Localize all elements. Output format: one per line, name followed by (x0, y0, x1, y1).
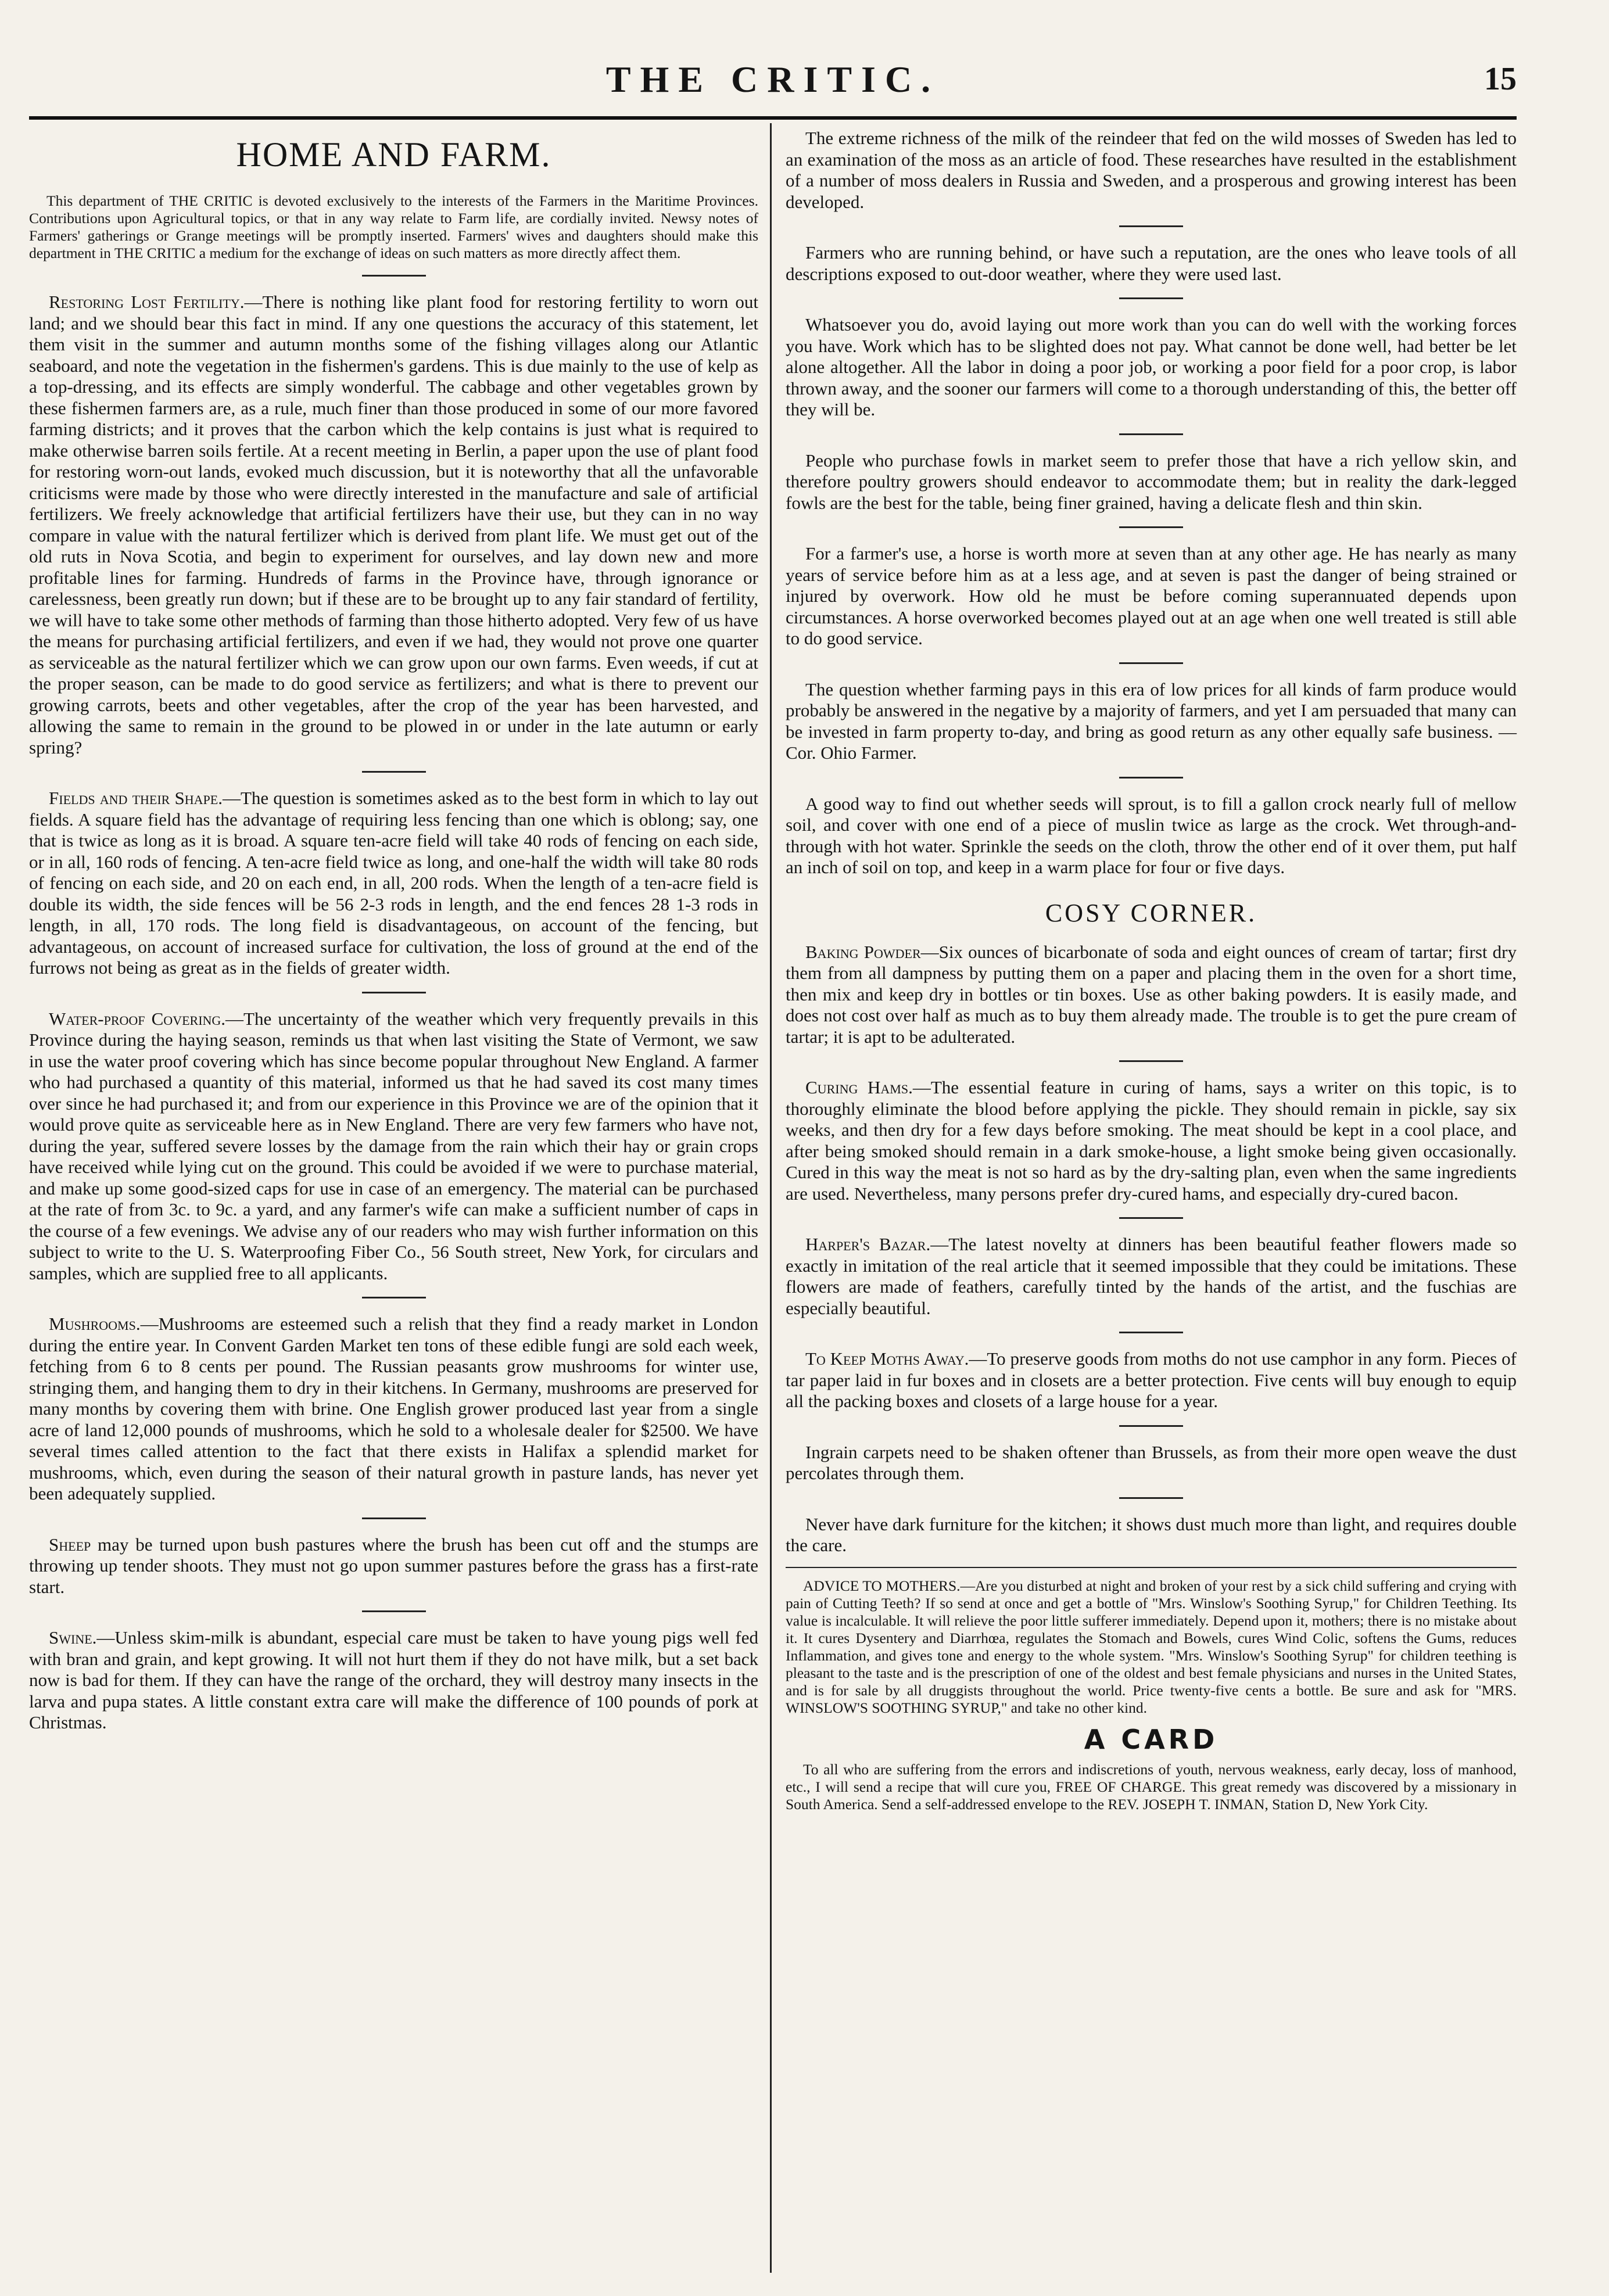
article (786, 1077, 1517, 1204)
article-body: —Mushrooms are esteemed such a relish that they find a ready market in London during the entire year. In Convent Garden Market ten tons of these edible fungi are sold each week, fetching from 6 to 8 cents per pound. The Russian peasants grow mushrooms for winter use, stringing them, and hanging them to dry in their kitchens. In Germany, mushrooms are preserved for many months by covering them with brine. One English grower produced last year from a single acre of land 12,000 pounds of mushrooms, which he sold to a wholesale dealer for $2500. We have several times called attention to the fact that there exists in Halifax a splendid market for mushrooms, which, even during the season of their natural growth in pasture lands, has never yet been adequately supplied. (29, 1314, 758, 1504)
advice-to-mothers-ad: ADVICE TO MOTHERS.—Are you disturbed at night and broken of your rest by a sick child suffering and crying with pain of Cutting Teeth? If so send at once and get a bottle of "Mrs. Winslow's Soothing Syrup," for Children Teething. Its value is incalculable. It will relieve the poor little sufferer immediately. Depend upon it, mothers; there is no mistake about it. It cures Dysentery and Diarrhœa, regulates the Stomach and Bowels, cures Wind Colic, softens the Gums, reduces Inflammation, and gives tone and energy to the whole system. "Mrs. Winslow's Soothing Syrup" for children teething is pleasant to the taste and is the prescription of one of the oldest and best female physicians and nurses in the United States, and is for sale by all druggists throughout the world. Price twenty-five cents a bottle. Be sure and ask for "MRS. WINSLOW'S SOOTHING SYRUP," and take no other kind. (786, 1577, 1517, 1716)
article-heading: Restoring Lost Fertility. (49, 292, 245, 312)
article-heading: Baking Powder (805, 941, 921, 962)
article: The extreme richness of the milk of the reindeer that fed on the wild mosses of Sweden has led to an examination of the moss as an article of food. These researches have resulted in the establishment of a number of moss dealers in Russia and Sweden, and a prosperous and growing interest has been developed. (786, 128, 1517, 212)
divider (1119, 1217, 1183, 1219)
article: Ingrain carpets need to be shaken oftener than Brussels, as from their more open weave the dust percolates through them. (786, 1441, 1517, 1483)
right-column (786, 128, 1517, 1813)
article-body: may be turned upon bush pastures where the brush has been cut off and the stumps are throwing up tender shoots. They must not go upon summer pastures before the grass has a first-rate start. (29, 1534, 758, 1597)
article (29, 788, 758, 979)
article-body: —The question is sometimes asked as to the best form in which to lay out fields. A square field has the advantage of requiring less fencing than one which is oblong; say, one that is twice as long as it is broad. A square ten-acre field will take 40 rods of fencing on each side, or in all, 160 rods of fencing. A ten-acre field twice as long, and one-half the width will take 80 rods of fencing on each side, and 20 on each end, in all, 200 rods. When the length of a ten-acre field is double its width, the side fences will be 56 2-3 rods in length, and the end fences 28 1-3 rods in length, in all, 170 rods. The long field is disadvantageous, on account of the fencing, but advantageous, on account of increased surface for cultivation, the loss of ground at the end of the furrows not being as great as in the fields of greater width. (29, 788, 759, 978)
article: The question whether farming pays in this era of low prices for all kinds of farm produce would probably be answered in the negative by a majority of farmers, and yet I am persuaded that many can be invested in farm property to-day, and bring as good return as any other equally safe business. —Cor. Ohio Farmer. (786, 679, 1517, 763)
article-heading: Water-proof Covering. (49, 1008, 226, 1029)
header-rule (29, 116, 1517, 120)
divider (362, 1610, 426, 1612)
article-body: —Unless skim-milk is abundant, especial care must be taken to have young pigs well fed with bran and grain, and kept growing. It will not hurt them if they do not have milk, but a set back now is bad for them. If they can have the range of the orchard, they will destroy many insects in the larva and pupa states. A little constant extra care will make the difference of 100 pounds of pork at Christmas. (29, 1627, 758, 1732)
section-title-home-and-farm: HOME AND FARM. (236, 135, 551, 174)
article (29, 292, 758, 758)
article-body: —To preserve goods from moths do not use camphor in any form. Pieces of tar paper laid in fur boxes and in closets are a better protection. Five cents will buy enough to equip all the packing boxes and closets of a large house for a year. (786, 1348, 1517, 1411)
article-body: —There is nothing like plant food for restoring fertility to worn out land; and we should bear this fact in mind. If any one questions the accuracy of this statement, let them visit in the summer and autumn months some of the fishing villages along our Atlantic seaboard, and note the vegetation in the fishermen's gardens. This is due mainly to the use of kelp as a top-dressing, and its effects are simply wonderful. The cabbage and other vegetables grown by these fishermen farmers are, as a rule, much finer than those produced in some of our more favored farming districts; and it proves that the carbon which the kelp contains is just what is required to make otherwise barren soils fertile. At a recent meeting in Berlin, a paper upon the use of plant food for restoring worn-out lands, evoked much discussion, but it is noteworthy that all the unfavorable criticisms were made by those who were directly interested in the manufacture and sale of artificial fertilizers. We freely acknowledge that artificial fertilizers have their use, but they can in no way compare in value with the natural fertilizer which is derived from plant life. We must get out of the old ruts in Nova Scotia, and begin to experiment for ourselves, and lay down new and more profitable lines for farming. Hundreds of farms in the Province have, through ignorance or carelessness, been greatly run down; but if these are to be brought up to any fair standard of fertility, we will have to take some other methods of farming than those hitherto adopted. Very few of us have the means for purchasing artificial fertilizers, and even if we had, they would not prove one quarter as serviceable as the natural fertilizer which we can grow upon our own farms. Even weeds, if cut at the proper season, can be made to do good service as fertilizers; and what is there to prevent our growing carrots, beets and other vegetables, after the crop of the year has been harvested, and allowing the same to remain in the ground to be plowed in or under in the late autumn or early spring? (29, 292, 758, 758)
article-body: —Six ounces of bicarbonate of soda and eight ounces of cream of tartar; first dry them from all dampness by putting them on a paper and placing them in the oven for a short time, then mix and keep dry in bottles or tin boxes. Use as other baking powders. It is easily made, and does not cost over half as much as to buy them already made. The trouble is to get the pure cream of tartar; it is apt to be adulterated. (786, 941, 1517, 1047)
article: For a farmer's use, a horse is worth more at seven than at any other age. He has nearly as many years of service before him as at a less age, and at seven is past the danger of being strained or injured by overwork. How old he must be before coming superannuated depends upon circumstances. A horse overworked becomes played out at an age when one well treated is still able to do good service. (786, 543, 1517, 648)
divider (362, 275, 426, 277)
masthead: THE CRITIC. (605, 59, 940, 100)
article-body: —The uncertainty of the weather which very frequently prevails in this Province during the haying season, reminds us that when last visiting the State of Vermont, we saw in use the water proof covering which has since become popular throughout New England. A farmer who had purchased a quantity of this material, informed us that he had saved its cost many times over since he had purchased it; and from our experience in this Province we are of the opinion that it would prove quite as serviceable here as in New England. There are very few farmers who have not, during the year, suffered severe losses by the damage from the rain which their hay or grain crops have received while lying cut on the ground. This could be avoided if we were to purchase material, and make up some good-sized caps for use in case of an emergency. The material can be purchased at the rate of from 3c. to 9c. a yard, and any farmer's wife can make a sufficient number of caps in the course of a few evenings. We advise any of our readers who may wish further information on this subject to write to the U. S. Waterproofing Fiber Co., 56 South street, New York, for circulars and samples, which are supplied free to all applicants. (29, 1008, 758, 1283)
article: Whatsoever you do, avoid laying out more work than you can do well with the working forces you have. Work which has to be slighted does not pay. What cannot be done well, had better be let alone altogether. All the labor in doing a poor job, or working a poor field for a poor crop, is labor thrown away, and the sooner our farmers will come to a thorough understanding of this, the better off they will be. (786, 314, 1517, 419)
article (29, 1627, 758, 1734)
article: A good way to find out whether seeds will sprout, is to fill a gallon crock nearly full of mellow soil, and cover with one end of a piece of muslin twice as large as the crock. Wet through-and-through with hot water. Sprinkle the seeds on the cloth, throw the other end of it over them, put half an inch of soil on top, and keep in a warm place for four or five days. (786, 793, 1517, 877)
card-title: A CARD (1084, 1723, 1219, 1755)
article-body: —The essential feature in curing of hams, says a writer on this topic, is to thoroughly eliminate the blood before applying the pickle. They should remain in pickle, say six weeks, and then dry for a few days before smoking. The meat should be kept in a cool place, and after being smoked should remain in a dark smoke-house, a light smoke being given occasionally. Cured in this way the meat is not so hard as by the dry-salting plan, even when the same ingredients are used. Nevertheless, many persons prefer dry-cured hams, and especially dry-cured bacon. (786, 1077, 1517, 1204)
divider (1119, 1332, 1183, 1333)
department-intro: This department of THE CRITIC is devoted exclusively to the interests of the Farmers in the Maritime Provinces. Contributions upon Agricultural topics, or that in any way relate to Farm life, are cordially invited. Newsy notes of Farmers' gatherings or Grange meetings will be promptly inserted. Farmers' wives and daughters should make this department in THE CRITIC a medium for the exchange of ideas on such matters as more directly affect them. (29, 192, 758, 261)
article-heading: Sheep (49, 1534, 91, 1555)
article: People who purchase fowls in market seem to prefer those that have a rich yellow skin, and therefore poultry growers should endeavor to accommodate them; but in reality the dark-legged fowls are the best for the table, being finer grained, having a delicate flesh and thin skin. (786, 450, 1517, 513)
article (29, 1314, 758, 1505)
section-title-cosy-corner: COSY CORNER. (1045, 898, 1257, 927)
article-heading: Mushrooms. (49, 1314, 141, 1334)
divider (362, 771, 426, 773)
article-heading: To Keep Moths Away. (805, 1348, 969, 1369)
article (29, 1534, 758, 1598)
article (29, 1009, 758, 1285)
divider (1119, 1497, 1183, 1499)
divider (1119, 777, 1183, 779)
article: Never have dark furniture for the kitchen; it shows dust much more than light, and requires double the care. (786, 1513, 1517, 1555)
article (786, 1234, 1517, 1319)
divider (1119, 526, 1183, 528)
divider (1119, 225, 1183, 227)
divider (362, 1297, 426, 1298)
article-heading: Swine. (49, 1627, 97, 1648)
divider (1119, 1425, 1183, 1427)
divider (1119, 297, 1183, 299)
article-heading: Harper's Bazar. (805, 1234, 931, 1254)
divider (1119, 662, 1183, 664)
divider (362, 992, 426, 993)
ad-divider (786, 1567, 1517, 1568)
article-heading: Curing Hams. (805, 1077, 913, 1097)
divider (1119, 1060, 1183, 1062)
card-ad-text: To all who are suffering from the errors and indiscretions of youth, nervous weakness, early decay, loss of manhood, etc., I will send a recipe that will cure you, FREE OF CHARGE. This great remedy was discovered by a missionary in South America. Send a self-addressed envelope to the REV. JOSEPH T. INMAN, Station D, New York City. (786, 1760, 1517, 1813)
divider (1119, 433, 1183, 435)
left-column (29, 128, 758, 1734)
article (786, 1348, 1517, 1412)
article (786, 942, 1517, 1048)
column-divider (770, 123, 772, 2273)
article-heading: Fields and their Shape. (49, 788, 223, 808)
page-number: 15 (1484, 61, 1517, 97)
article: Farmers who are running behind, or have such a reputation, are the ones who leave tools of all descriptions exposed to out-door weather, where they were used last. (786, 242, 1517, 284)
divider (362, 1517, 426, 1519)
page-header (29, 58, 1517, 110)
article-body: —The latest novelty at dinners has been beautiful feather flowers made so exactly in imitation of the real article that it seemed impossible that they could be imitations. These flowers are made of feathers, carefully tinted by the hands of the artist, and the fuschias are especially beautiful. (786, 1234, 1517, 1318)
